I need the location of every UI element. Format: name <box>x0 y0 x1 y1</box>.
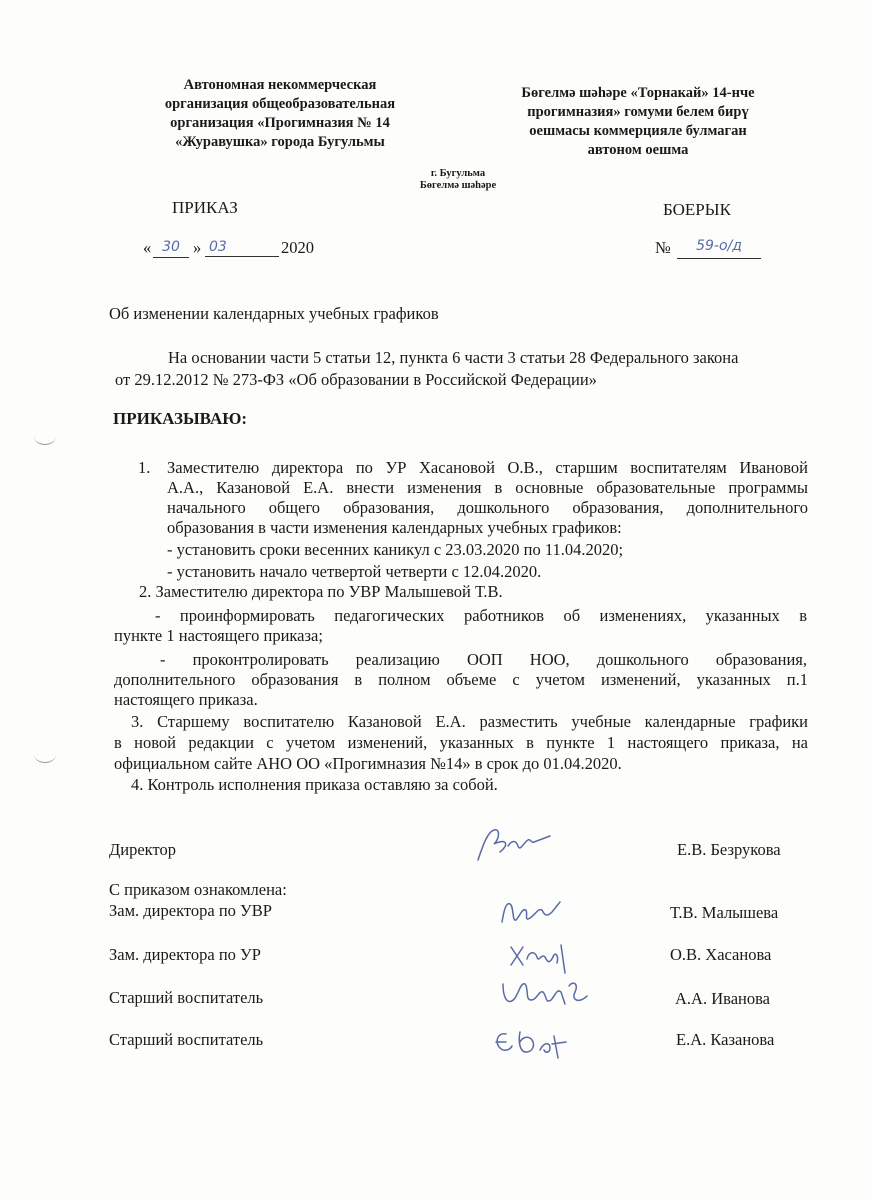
header-right-line: оешмасы коммерцияле булмаган <box>529 123 747 139</box>
ack-signature <box>494 892 574 934</box>
item1-number: 1. <box>138 458 151 477</box>
director-title: Директор <box>109 840 176 859</box>
item1-line: - установить начало четвертой четверти с 12.04.2020. <box>167 562 542 581</box>
number-prefix: № <box>655 238 671 257</box>
basis-line-2: от 29.12.2012 № 273-ФЗ «Об образовании в Российской Федерации» <box>115 370 597 389</box>
item2-line: пункте 1 настоящего приказа; <box>114 626 323 645</box>
ack-position: Зам. директора по УР <box>109 945 261 964</box>
date-year: 2020 <box>281 238 314 257</box>
order-title-ru: ПРИКАЗ <box>172 198 238 217</box>
item2-line: - проинформировать педагогических работников об изменениях, указанных в <box>155 606 807 625</box>
header-left-line: организация общеобразовательная <box>164 96 396 112</box>
ack-position: Старший воспитатель <box>109 988 264 1007</box>
date-close-quote: » <box>193 238 202 257</box>
item2-line: дополнительного образования в полном объеме с учетом изменений, указанных п.1 <box>114 670 808 689</box>
punch-hole-mark <box>34 746 56 763</box>
item3-line: 3. Старшему воспитателю Казановой Е.А. разместить учебные календарные графики <box>131 712 808 731</box>
ack-position: Зам. директора по УВР <box>109 901 272 920</box>
ack-position: Старший воспитатель <box>109 1030 264 1049</box>
decree-word: ПРИКАЗЫВАЮ: <box>113 409 248 428</box>
ack-signature <box>495 970 595 1020</box>
header-right-line: автоном оешма <box>587 142 689 158</box>
director-signature <box>470 822 560 868</box>
item1-line: Заместителю директора по УР Хасановой О.В., старшим воспитателям Ивановой <box>167 458 808 477</box>
item1-line: образования в части изменения календарных учебных графиков: <box>167 518 622 537</box>
city-block <box>398 168 518 192</box>
item1-line: начального общего образования, дошкольного образования, дополнительного <box>167 498 808 517</box>
date-open-quote: « <box>143 238 152 257</box>
director-name: Е.В. Безрукова <box>677 840 781 859</box>
date-day: 30 <box>153 239 189 258</box>
header-right-line: Бөгелмә шәһәре «Торнакай» 14-нче <box>521 85 755 101</box>
header-left-line: организация «Прогимназия № 14 <box>170 115 390 131</box>
item1-line: А.А., Казановой Е.А. внести изменения в основные образовательные программы <box>167 478 808 497</box>
order-date <box>143 238 333 262</box>
punch-hole-mark <box>34 428 56 445</box>
item3-line: официальном сайте АНО ОО «Прогимназия №14» в срок до 01.04.2020. <box>114 754 622 773</box>
order-subject: Об изменении календарных учебных графиков <box>109 304 439 323</box>
item2-line: настоящего приказа. <box>114 690 258 709</box>
header-left-line: «Журавушка» города Бугульмы <box>175 134 385 150</box>
ack-name: А.А. Иванова <box>675 989 770 1008</box>
item1-line: - установить сроки весенних каникул с 23.03.2020 по 11.04.2020; <box>167 540 624 559</box>
header-left <box>130 76 430 152</box>
basis-line-1: На основании части 5 статьи 12, пункта 6 части 3 статьи 28 Федерального закона <box>168 348 739 367</box>
ack-name: Е.А. Казанова <box>676 1030 775 1049</box>
city-ru: г. Бугульма <box>430 168 486 179</box>
header-right-line: прогимназия» гомуми белем бирү <box>527 104 749 120</box>
ack-name: Т.В. Малышева <box>670 903 779 922</box>
header-left-line: Автономная некоммерческая <box>183 77 377 93</box>
item2-line: - проконтролировать реализацию ООП НОО, дошкольного образования, <box>160 650 807 669</box>
header-right <box>488 84 788 160</box>
number-value: 59-о/д <box>677 238 761 259</box>
item4-line: 4. Контроль исполнения приказа оставляю за собой. <box>131 775 498 794</box>
order-number <box>655 238 775 264</box>
ack-signature <box>505 935 585 975</box>
ack-signature <box>490 1022 580 1062</box>
order-title-tt: БОЕРЫК <box>663 200 731 219</box>
ack-name: О.В. Хасанова <box>670 945 772 964</box>
city-tt: Бөгелмә шәһәре <box>419 180 497 191</box>
date-month: 03 <box>205 239 279 257</box>
item3-line: в новой редакции с учетом изменений, указанных в пункте 1 настоящего приказа, на <box>114 733 808 752</box>
item2-line: 2. Заместителю директора по УВР Малышевой Т.В. <box>139 582 503 601</box>
ack-heading: С приказом ознакомлена: <box>109 880 287 899</box>
